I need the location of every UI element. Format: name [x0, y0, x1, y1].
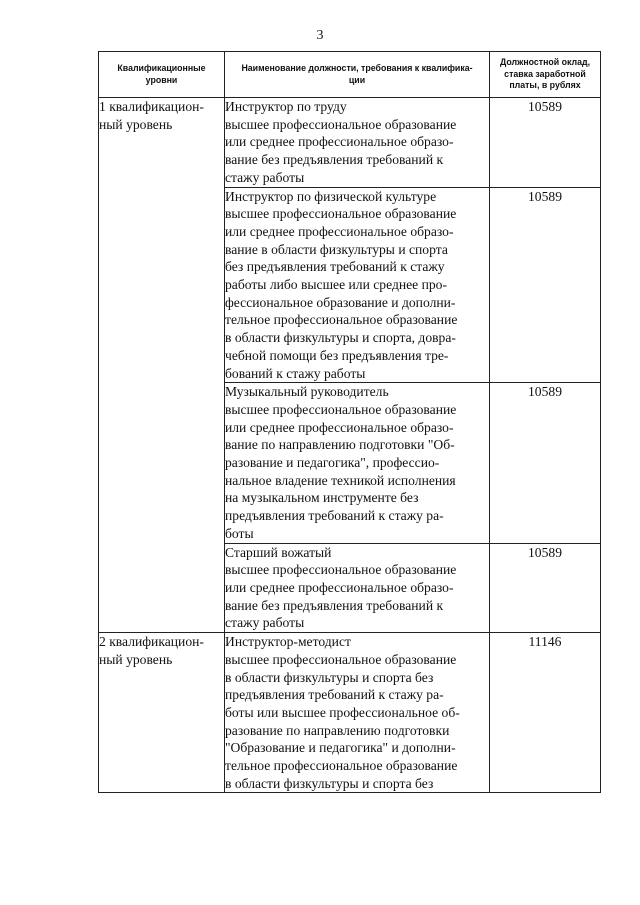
table-row [99, 98, 601, 188]
text-line: Квалификационные [117, 63, 206, 73]
text-line: высшее профессиональное образование [225, 206, 457, 222]
salary-cell: 11146 [490, 633, 601, 793]
page-number: 3 [316, 28, 324, 43]
text-line: Инструктор по физической культуре [225, 188, 437, 204]
text-line: работы либо высшее или среднее про- [225, 277, 447, 293]
position-instructor-methodist [225, 633, 490, 793]
salary-cell: 10589 [490, 98, 601, 188]
text-line: стажу работы [225, 615, 305, 631]
level-2-cell [99, 633, 225, 793]
text-line: вание в области физкультуры и спорта [225, 241, 448, 257]
text-line: ный уровень [99, 116, 173, 132]
text-line: фессиональное образование и дополни- [225, 294, 456, 310]
header-position-requirements [225, 52, 490, 98]
text-line: вание без предъявления требований к [225, 597, 444, 613]
text-line: разование по направлению подготовки [225, 722, 450, 738]
text-line: высшее профессиональное образование [225, 116, 457, 132]
text-line: ции [348, 74, 366, 85]
text-line: уровни [145, 74, 178, 85]
text-line: Старший вожатый [225, 544, 332, 560]
position-physical-culture-instructor [225, 187, 490, 383]
text-line: на музыкальном инструменте без [225, 490, 419, 506]
text-line: платы, в рублях [509, 80, 581, 91]
text-line: высшее профессиональное образование [225, 562, 457, 578]
text-line: в области физкультуры и спорта без [225, 775, 434, 791]
qualification-table [98, 51, 601, 793]
text-line: вание без предъявления требований к [225, 152, 444, 168]
text-line: стажу работы [225, 169, 305, 185]
text-line: или среднее профессиональное образо- [225, 134, 454, 150]
text-line: тельное профессиональное образование [225, 758, 458, 774]
text-line: Наименование должности, требования к квалифика- [241, 63, 473, 73]
text-line: чебной помощи без предъявления тре- [225, 347, 449, 363]
text-line: разование и педагогика", профессио- [225, 455, 440, 471]
text-line: в области физкультуры и спорта, довра- [225, 330, 456, 346]
text-line: в области физкультуры и спорта без [225, 669, 434, 685]
text-line: предъявления требований к стажу ра- [225, 508, 444, 524]
text-line: высшее профессиональное образование [225, 401, 457, 417]
position-labor-instructor [225, 98, 490, 188]
table-header-row [99, 52, 601, 98]
text-line: высшее профессиональное образование [225, 651, 457, 667]
text-line: бований к стажу работы [225, 365, 366, 381]
text-line: или среднее профессиональное образо- [225, 419, 454, 435]
text-line: нальное владение техникой исполнения [225, 472, 456, 488]
text-line: 1 квалификацион- [99, 99, 204, 114]
text-line: боты или высшее профессиональное об- [225, 704, 460, 720]
text-line: Инструктор по труду [225, 99, 347, 114]
text-line: Музыкальный руководитель [225, 384, 389, 400]
header-salary [490, 52, 601, 98]
text-line: ный уровень [99, 651, 173, 667]
text-line: 2 квалификацион- [99, 634, 204, 650]
text-line: Инструктор-методист [225, 634, 351, 650]
text-line: без предъявления требований к стажу [225, 259, 445, 275]
text-line: Должностной оклад, [499, 57, 591, 68]
table-row [99, 633, 601, 793]
position-music-director [225, 383, 490, 543]
salary-cell: 10589 [490, 543, 601, 633]
salary-cell: 10589 [490, 187, 601, 383]
position-senior-counselor [225, 543, 490, 633]
text-line: боты [225, 525, 254, 541]
header-levels [99, 52, 225, 98]
salary-cell: 10589 [490, 383, 601, 543]
text-line: предъявления требований к стажу ра- [225, 687, 444, 703]
text-line: вание по направлению подготовки "Об- [225, 437, 455, 453]
text-line: "Образование и педагогика" и дополни- [225, 740, 456, 756]
text-line: или среднее профессиональное образо- [225, 223, 454, 239]
text-line: или среднее профессиональное образо- [225, 579, 454, 595]
text-line: тельное профессиональное образование [225, 312, 458, 328]
level-1-cell [99, 98, 225, 633]
text-line: ставка заработной [504, 68, 586, 79]
